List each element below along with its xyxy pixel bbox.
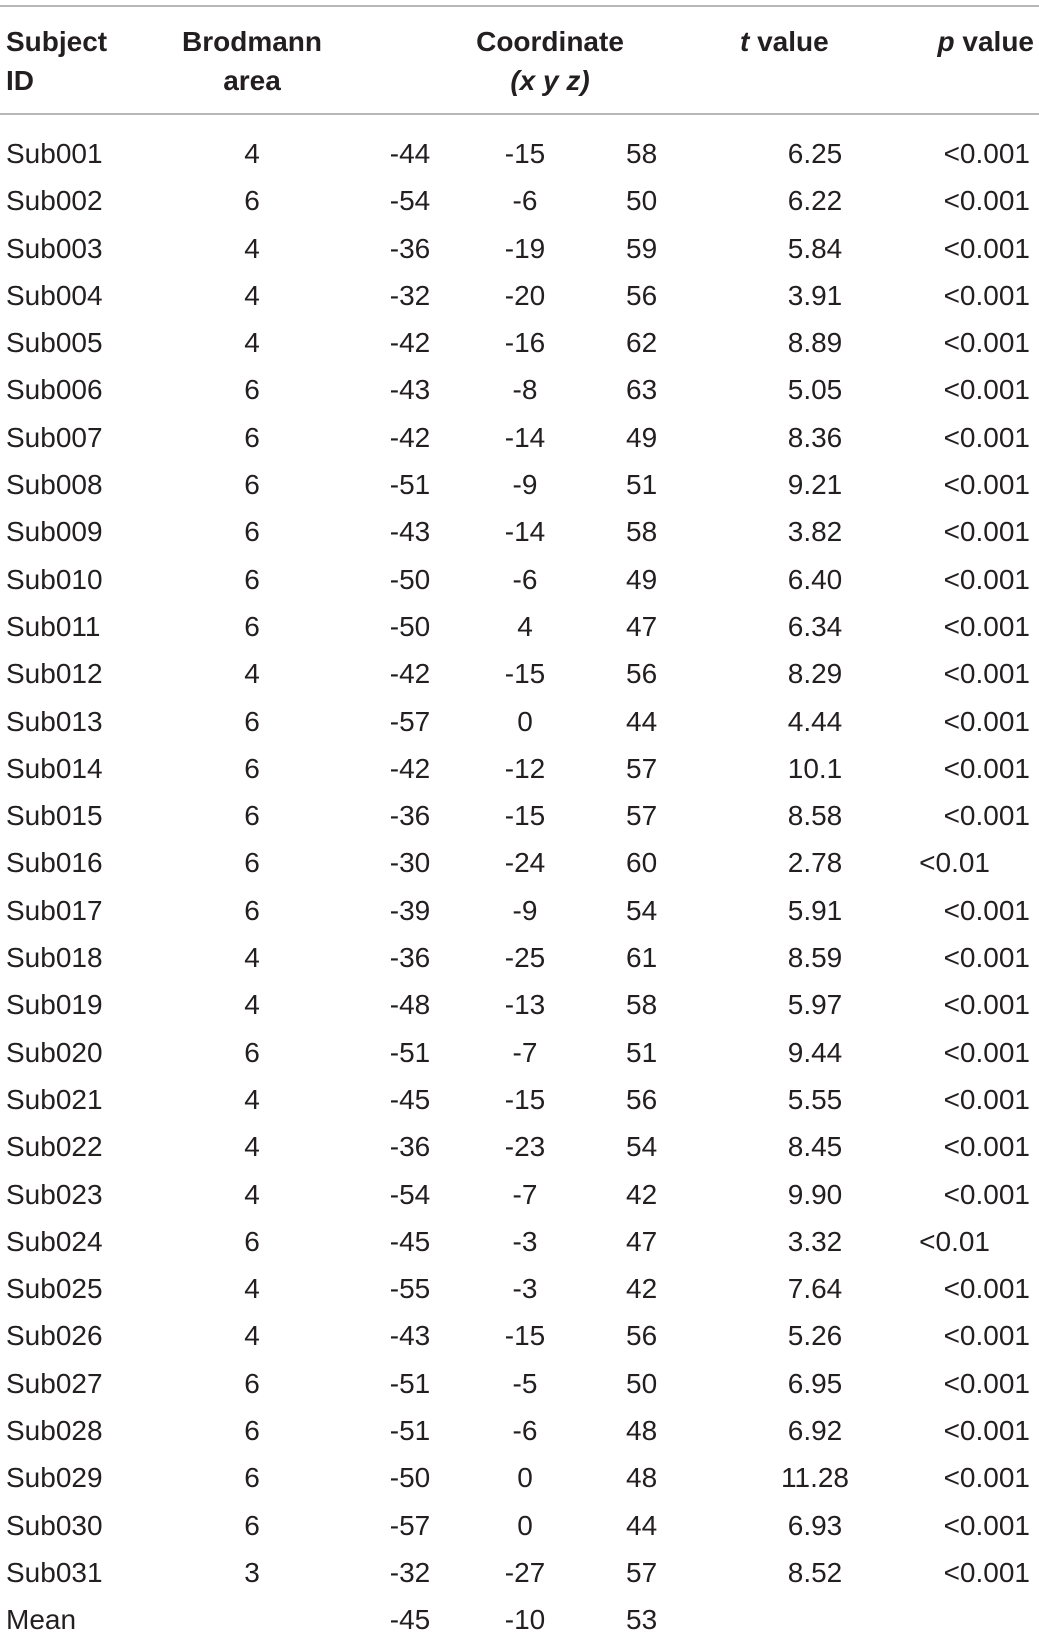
coordinate-z-cell: 62 [626, 327, 658, 359]
t-value-cell: 8.36 [787, 421, 843, 453]
brodmann-area-cell: 6 [244, 421, 260, 453]
header-p-rest: value [954, 26, 1034, 57]
coordinate-y-cell: -6 [512, 185, 538, 217]
t-value-cell: 7.64 [787, 1273, 843, 1305]
subject-id-cell: Sub011 [6, 610, 101, 642]
coordinate-x-cell: -51 [389, 1367, 431, 1399]
table-row [0, 887, 1039, 934]
table-row [0, 1171, 1039, 1218]
coordinate-z-cell: 48 [626, 1415, 658, 1447]
coordinate-x-cell: -50 [389, 1462, 431, 1494]
coordinate-x-cell: -57 [389, 705, 431, 737]
coordinate-y-cell: -6 [512, 563, 538, 595]
brodmann-area-cell: 4 [244, 1178, 260, 1210]
coordinate-z-cell: 57 [626, 752, 658, 784]
header-coordinate-axes: (x y z) [510, 65, 590, 96]
coordinate-z-cell: 56 [626, 1320, 658, 1352]
brodmann-area-cell: 6 [244, 1462, 260, 1494]
coordinate-x-cell: -42 [389, 658, 431, 690]
coordinate-y-cell: -3 [512, 1225, 538, 1257]
coordinate-z-cell: 49 [626, 421, 658, 453]
coordinate-y-cell: 0 [517, 1509, 533, 1541]
t-value-cell: 3.32 [787, 1225, 843, 1257]
brodmann-area-cell: 4 [244, 658, 260, 690]
subject-id-cell: Sub024 [6, 1225, 103, 1257]
subject-id-cell: Sub015 [6, 800, 103, 832]
table-row [0, 1454, 1039, 1501]
brodmann-area-cell: 6 [244, 752, 260, 784]
coordinate-z-cell: 51 [626, 469, 658, 501]
subject-id-cell: Sub022 [6, 1131, 103, 1163]
subject-id-cell: Sub018 [6, 942, 103, 974]
table-row [0, 839, 1039, 886]
coordinate-x-cell: -51 [389, 1036, 431, 1068]
table-row [0, 1076, 1039, 1123]
coordinate-z-cell: 57 [626, 1556, 658, 1588]
p-value-cell: <0.001 [943, 1036, 1030, 1068]
coordinate-z-cell: 58 [626, 516, 658, 548]
coordinate-y-cell: 4 [517, 610, 533, 642]
brodmann-area-cell: 4 [244, 942, 260, 974]
coordinate-z-cell: 56 [626, 1083, 658, 1115]
p-value-cell: <0.001 [943, 279, 1030, 311]
coordinate-y-cell: -7 [512, 1178, 538, 1210]
brodmann-area-cell: 6 [244, 563, 260, 595]
t-value-cell: 5.26 [787, 1320, 843, 1352]
t-value-cell: 6.34 [787, 610, 843, 642]
subject-id-cell: Sub025 [6, 1273, 103, 1305]
coordinate-x-cell: -43 [389, 1320, 431, 1352]
t-value-cell: 8.58 [787, 800, 843, 832]
subject-id-cell: Sub001 [6, 138, 103, 169]
subject-id-cell: Sub005 [6, 327, 103, 359]
coordinate-x-cell: -30 [389, 847, 431, 879]
top-rule [0, 5, 1039, 7]
brodmann-area-cell: 4 [244, 1083, 260, 1115]
coordinate-x-cell: -39 [389, 894, 431, 926]
p-value-cell: <0.001 [943, 1273, 1030, 1305]
coordinate-z-cell: 50 [626, 185, 658, 217]
subject-id-cell: Sub031 [6, 1556, 103, 1588]
table-body [0, 130, 1039, 1644]
p-value-cell: <0.001 [943, 1320, 1030, 1352]
p-value-cell: <0.001 [943, 327, 1030, 359]
t-value-cell: 3.91 [787, 279, 843, 311]
header-rule [0, 113, 1039, 115]
table-row [0, 1029, 1039, 1076]
subject-id-cell: Sub004 [6, 279, 103, 311]
coordinate-x-cell: -36 [389, 942, 431, 974]
brodmann-area-cell: 6 [244, 610, 260, 642]
coordinate-z-cell: 44 [626, 1509, 658, 1541]
coordinate-x-cell: -42 [389, 752, 431, 784]
coordinate-z-cell: 63 [626, 374, 658, 406]
coordinate-y-cell: -9 [512, 894, 538, 926]
brodmann-area-cell: 6 [244, 185, 260, 217]
t-value-cell: 11.28 [781, 1462, 849, 1494]
coordinate-y-cell: -15 [504, 800, 546, 832]
t-value-cell: 5.84 [787, 232, 843, 264]
coordinate-x-cell: -54 [389, 1178, 431, 1210]
header-brodmann-line2: area [223, 65, 281, 96]
subject-id-cell: Sub002 [6, 185, 103, 217]
header-subject-id-line1: Subject [6, 26, 108, 57]
subject-id-cell: Sub029 [6, 1462, 103, 1494]
p-value-cell: <0.001 [943, 1178, 1030, 1210]
table-row [0, 698, 1039, 745]
coordinate-x-cell: -36 [389, 232, 431, 264]
header-brodmann-line1: Brodmann [182, 26, 322, 57]
coordinate-z-cell: 59 [626, 232, 658, 264]
t-value-cell: 10.1 [787, 752, 843, 784]
subject-id-cell: Sub006 [6, 374, 103, 406]
subject-id-cell: Sub013 [6, 705, 103, 737]
coordinate-z-cell: 57 [626, 800, 658, 832]
brodmann-area-cell: 4 [244, 1320, 260, 1352]
coordinate-z-cell: 47 [626, 1225, 658, 1257]
subject-id-cell: Sub010 [6, 563, 103, 595]
t-value-cell: 8.89 [787, 327, 843, 359]
coordinate-z-cell: 44 [626, 705, 658, 737]
t-value-cell: 4.44 [787, 705, 843, 737]
p-value-cell: <0.001 [943, 1367, 1030, 1399]
table-row [0, 1265, 1039, 1312]
coordinate-z-cell: 50 [626, 1367, 658, 1399]
coordinate-x-cell: -44 [389, 138, 431, 169]
coordinate-x-cell: -51 [389, 1415, 431, 1447]
brodmann-area-cell: 6 [244, 1225, 260, 1257]
coordinate-z-cell: 61 [626, 942, 658, 974]
coordinate-y-cell: -13 [504, 989, 546, 1021]
coordinate-z-cell: 42 [626, 1273, 658, 1305]
brodmann-area-cell: 3 [244, 1556, 260, 1588]
coordinate-y-cell: -12 [504, 752, 546, 784]
header-t-italic: t [740, 26, 750, 57]
coordinate-z-cell: 42 [626, 1178, 658, 1210]
p-value-cell: <0.001 [943, 1131, 1030, 1163]
coordinate-z-cell: 56 [626, 658, 658, 690]
brodmann-area-cell: 6 [244, 469, 260, 501]
brodmann-area-cell: 6 [244, 1509, 260, 1541]
brodmann-area-cell: 6 [244, 894, 260, 926]
t-value-cell: 8.52 [787, 1556, 843, 1588]
coordinate-z-cell: 60 [626, 847, 658, 879]
header-subject-id [6, 22, 107, 100]
p-value-cell: <0.001 [943, 705, 1030, 737]
table-row [0, 745, 1039, 792]
table-row [0, 603, 1039, 650]
coordinate-y-cell: -10 [504, 1604, 546, 1636]
subject-id-cell: Sub012 [6, 658, 103, 690]
coordinate-y-cell: -24 [504, 847, 546, 879]
p-value-cell: <0.001 [943, 1556, 1030, 1588]
coordinate-x-cell: -45 [389, 1083, 431, 1115]
t-value-cell: 3.82 [787, 516, 843, 548]
header-p-italic: p [937, 26, 955, 57]
table-row [0, 934, 1039, 981]
t-value-cell: 9.44 [787, 1036, 843, 1068]
coordinate-x-cell: -36 [389, 1131, 431, 1163]
coordinate-x-cell: -45 [389, 1225, 431, 1257]
coordinate-x-cell: -57 [389, 1509, 431, 1541]
coordinate-y-cell: -25 [504, 942, 546, 974]
table-row [0, 508, 1039, 555]
p-value-cell: <0.001 [943, 421, 1030, 453]
table-row [0, 1502, 1039, 1549]
coordinate-x-cell: -50 [389, 563, 431, 595]
subject-id-cell: Sub026 [6, 1320, 103, 1352]
coordinate-y-cell: -15 [504, 658, 546, 690]
coordinate-y-cell: -6 [512, 1415, 538, 1447]
subject-id-cell: Sub019 [6, 989, 103, 1021]
table-row [0, 1123, 1039, 1170]
brodmann-area-cell: 6 [244, 1415, 260, 1447]
p-value-cell: <0.001 [943, 800, 1030, 832]
p-value-cell: <0.001 [943, 232, 1030, 264]
p-value-cell: <0.001 [943, 942, 1030, 974]
coordinate-y-cell: 0 [517, 705, 533, 737]
table-row [0, 461, 1039, 508]
subject-id-cell: Sub016 [6, 847, 103, 879]
table-row [0, 1407, 1039, 1454]
subject-id-cell: Sub028 [6, 1415, 103, 1447]
coordinate-x-cell: -54 [389, 185, 431, 217]
t-value-cell: 9.21 [787, 469, 843, 501]
table-row [0, 225, 1039, 272]
coordinate-z-cell: 51 [626, 1036, 658, 1068]
coordinate-y-cell: -9 [512, 469, 538, 501]
p-value-cell: <0.001 [943, 516, 1030, 548]
coordinate-y-cell: -14 [504, 516, 546, 548]
coordinate-y-cell: -15 [504, 1083, 546, 1115]
brodmann-area-cell: 6 [244, 516, 260, 548]
p-value-cell: <0.001 [943, 469, 1030, 501]
coordinate-y-cell: -27 [504, 1556, 546, 1588]
header-coordinate-line2 [440, 61, 660, 100]
coordinate-y-cell: -20 [504, 279, 546, 311]
t-value-cell: 5.91 [787, 894, 843, 926]
coordinate-z-cell: 54 [626, 894, 658, 926]
p-value-cell: <0.001 [943, 138, 1030, 169]
coordinate-z-cell: 48 [626, 1462, 658, 1494]
coordinate-y-cell: 0 [517, 1462, 533, 1494]
brodmann-area-cell: 6 [244, 1036, 260, 1068]
coordinate-x-cell: -50 [389, 610, 431, 642]
brodmann-area-cell: 4 [244, 327, 260, 359]
subject-id-cell: Sub021 [6, 1083, 103, 1115]
coordinate-z-cell: 49 [626, 563, 658, 595]
subject-id-cell: Sub023 [6, 1178, 103, 1210]
table-row [0, 981, 1039, 1028]
p-value-cell: <0.01 [919, 1225, 990, 1257]
subject-id-cell: Sub007 [6, 421, 103, 453]
t-value-cell: 8.59 [787, 942, 843, 974]
table-row [0, 1312, 1039, 1359]
coordinate-x-cell: -43 [389, 516, 431, 548]
p-value-cell: <0.001 [943, 894, 1030, 926]
table-row [0, 319, 1039, 366]
t-value-cell: 6.22 [787, 185, 843, 217]
t-value-cell: 6.93 [787, 1509, 843, 1541]
coordinate-z-cell: 47 [626, 610, 658, 642]
table-row [0, 792, 1039, 839]
subject-id-cell: Sub008 [6, 469, 103, 501]
p-value-cell: <0.001 [943, 610, 1030, 642]
t-value-cell: 6.95 [787, 1367, 843, 1399]
subject-id-cell: Sub027 [6, 1367, 103, 1399]
coordinate-x-cell: -45 [389, 1604, 431, 1636]
subject-id-cell: Mean [6, 1604, 77, 1636]
brodmann-area-cell: 6 [244, 847, 260, 879]
table-row [0, 177, 1039, 224]
coordinate-z-cell: 56 [626, 279, 658, 311]
coordinate-y-cell: -14 [504, 421, 546, 453]
p-value-cell: <0.001 [943, 563, 1030, 595]
coordinate-x-cell: -32 [389, 279, 431, 311]
p-value-cell: <0.001 [943, 752, 1030, 784]
t-value-cell: 5.55 [787, 1083, 843, 1115]
t-value-cell: 6.25 [787, 138, 843, 169]
coordinate-y-cell: -15 [504, 1320, 546, 1352]
p-value-cell: <0.001 [943, 185, 1030, 217]
p-value-cell: <0.001 [943, 989, 1030, 1021]
header-brodmann-area [170, 22, 334, 100]
coordinate-y-cell: -16 [504, 327, 546, 359]
brodmann-area-cell: 4 [244, 138, 260, 169]
t-value-cell: 5.97 [787, 989, 843, 1021]
coordinate-y-cell: -7 [512, 1036, 538, 1068]
coordinate-x-cell: -36 [389, 800, 431, 832]
coordinate-x-cell: -48 [389, 989, 431, 1021]
t-value-cell: 6.40 [787, 563, 843, 595]
header-p-value [900, 22, 1034, 61]
coordinate-y-cell: -23 [504, 1131, 546, 1163]
coordinate-x-cell: -43 [389, 374, 431, 406]
table-row [0, 556, 1039, 603]
p-value-cell: <0.001 [943, 1415, 1030, 1447]
table-row [0, 1360, 1039, 1407]
p-value-cell: <0.001 [943, 1509, 1030, 1541]
brodmann-area-cell: 4 [244, 232, 260, 264]
coordinate-y-cell: -15 [504, 138, 546, 169]
coordinate-y-cell: -3 [512, 1273, 538, 1305]
brodmann-area-cell: 4 [244, 1131, 260, 1163]
brodmann-area-cell: 6 [244, 800, 260, 832]
subject-id-cell: Sub020 [6, 1036, 103, 1068]
table-row [0, 130, 1039, 177]
table-row [0, 1218, 1039, 1265]
coordinate-y-cell: -19 [504, 232, 546, 264]
coordinate-z-cell: 54 [626, 1131, 658, 1163]
t-value-cell: 9.90 [787, 1178, 843, 1210]
table-row [0, 272, 1039, 319]
subject-id-cell: Sub014 [6, 752, 103, 784]
coordinate-y-cell: -5 [512, 1367, 538, 1399]
brodmann-area-cell: 4 [244, 279, 260, 311]
header-t-rest: value [749, 26, 829, 57]
header-t-value [740, 22, 900, 61]
coordinate-z-cell: 58 [626, 138, 658, 169]
coordinate-x-cell: -51 [389, 469, 431, 501]
mean-row [0, 1596, 1039, 1643]
coordinate-x-cell: -42 [389, 421, 431, 453]
t-value-cell: 6.92 [787, 1415, 843, 1447]
coordinate-y-cell: -8 [512, 374, 538, 406]
table-row [0, 650, 1039, 697]
brodmann-area-cell: 4 [244, 989, 260, 1021]
brodmann-area-cell: 6 [244, 705, 260, 737]
coordinate-z-cell: 58 [626, 989, 658, 1021]
coordinate-x-cell: -32 [389, 1556, 431, 1588]
p-value-cell: <0.001 [943, 658, 1030, 690]
subject-id-cell: Sub017 [6, 894, 103, 926]
p-value-cell: <0.01 [919, 847, 990, 879]
table-row [0, 1549, 1039, 1596]
t-value-cell: 8.45 [787, 1131, 843, 1163]
header-subject-id-line2: ID [6, 65, 34, 96]
subject-id-cell: Sub030 [6, 1509, 103, 1541]
header-coordinate [440, 22, 660, 100]
header-coordinate-line1: Coordinate [476, 26, 624, 57]
t-value-cell: 5.05 [787, 374, 843, 406]
coordinate-z-cell: 53 [626, 1604, 658, 1636]
p-value-cell: <0.001 [943, 374, 1030, 406]
table-row [0, 366, 1039, 413]
p-value-cell: <0.001 [943, 1083, 1030, 1115]
brodmann-area-cell: 6 [244, 374, 260, 406]
t-value-cell: 8.29 [787, 658, 843, 690]
coordinate-x-cell: -55 [389, 1273, 431, 1305]
brodmann-area-cell: 6 [244, 1367, 260, 1399]
brodmann-area-cell: 4 [244, 1273, 260, 1305]
subject-id-cell: Sub009 [6, 516, 103, 548]
t-value-cell: 2.78 [787, 847, 843, 879]
p-value-cell: <0.001 [943, 1462, 1030, 1494]
subject-id-cell: Sub003 [6, 232, 103, 264]
coordinate-x-cell: -42 [389, 327, 431, 359]
table-row [0, 414, 1039, 461]
